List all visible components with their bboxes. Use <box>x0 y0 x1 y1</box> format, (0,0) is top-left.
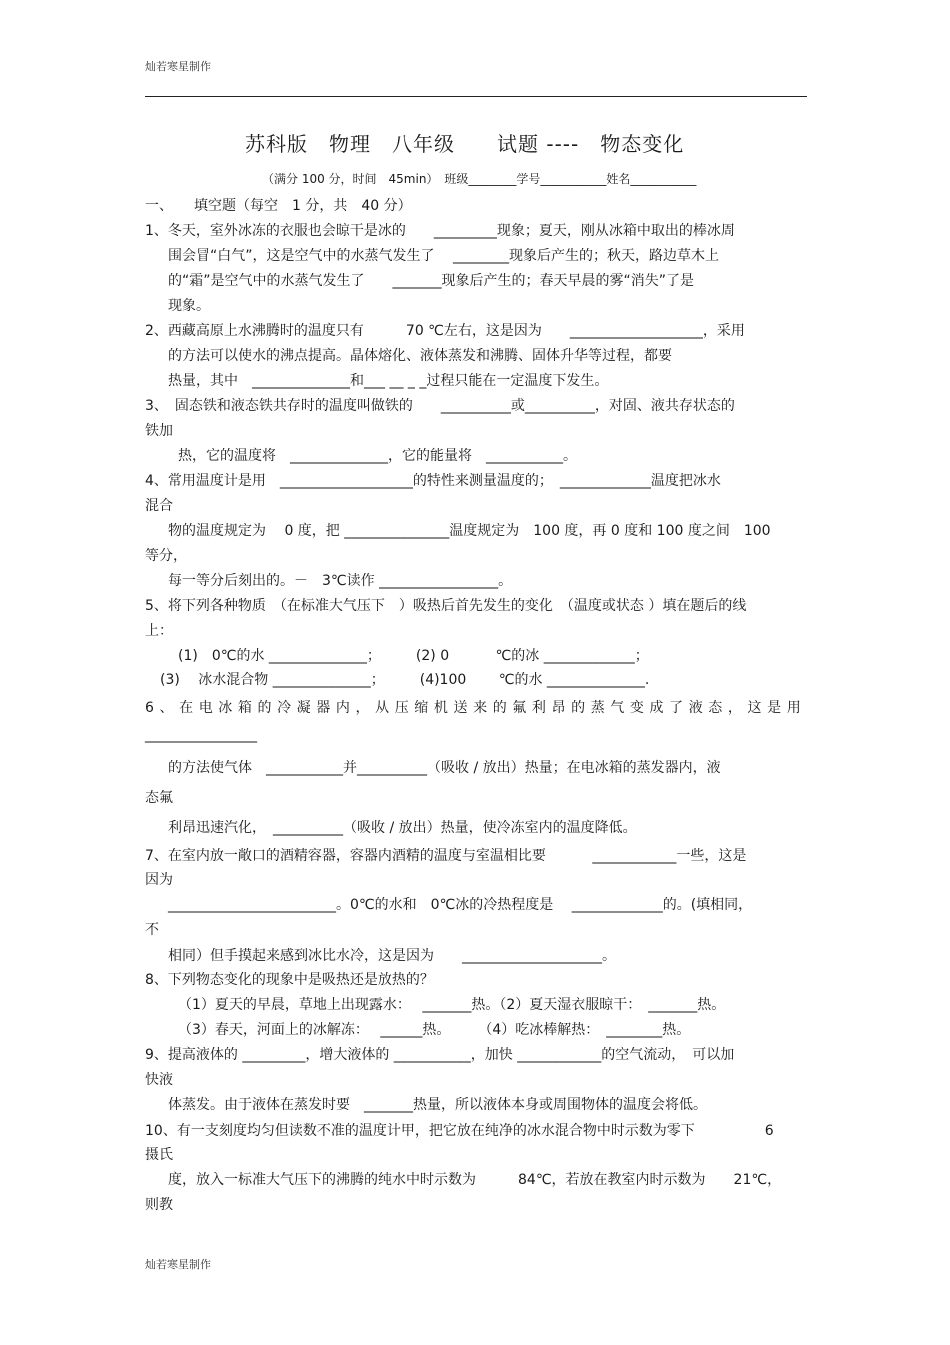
q5-line3: (1) 0℃的水 ______________； (2) 0 ℃的冰 _____________； <box>178 648 649 664</box>
q5-line4: (3) 冰水混合物 ______________； (4)100 ℃的水 ______________. <box>160 672 650 688</box>
q8-line3: （3）春天，河面上的冰解冻： ______热。 （4）吃冰棒解热： ________热。 <box>178 1022 691 1038</box>
q2-line1: 2、西藏高原上水沸腾时的温度只有 70 ℃左右，这是因为 ___________________，采用 <box>145 323 745 339</box>
q10-line3: 度，放入一标准大气压下的沸腾的纯水中时示数为 84℃，若放在教室内时示数为 21℃， <box>168 1172 782 1188</box>
q6-line3: 的方法使气体 ___________并__________（吸收 / 放出）热量；在电冰箱的蒸发器内，液 <box>168 760 721 776</box>
q6-line2: ________________ <box>145 727 257 743</box>
q4-line3: 物的温度规定为 0 度，把 _______________温度规定为 100 度，再 0 度和 100 度之间 100 <box>168 523 771 539</box>
q4-line1: 4、常用温度计是用 ___________________的特性来测量温度的； _____________温度把冰水 <box>145 473 721 489</box>
q10-line1: 10、有一支刻度均匀但读数不准的温度计甲，把它放在纯净的冰水混合物中时示数为零下 6 <box>145 1123 774 1139</box>
q9-line3: 体蒸发。由于液体在蒸发时要 _______热量，所以液体本身或周围物体的温度会将低。 <box>168 1097 707 1113</box>
q5-line2: 上： <box>145 623 173 639</box>
footer-maker: 灿若寒星制作 <box>145 1258 211 1271</box>
q3-line1: 3、 固态铁和液态铁共存时的温度叫做铁的 __________或__________，对固、液共存状态的 <box>145 398 735 414</box>
page-title: 苏科版 物理 八年级 试题 ---- 物态变化 <box>245 132 685 156</box>
q4-line2: 混合 <box>145 498 173 514</box>
q4-line5: 每一等分后刻出的。－ 3℃读作 _________________。 <box>168 573 513 589</box>
q3-line2: 铁加 <box>145 423 173 439</box>
q6-line1: 6、在电冰箱的冷凝器内，从压缩机送来的氟利昂的蒸气变成了液态，这是用 <box>145 700 807 716</box>
q6-line4: 态氟 <box>145 790 173 806</box>
q10-line4: 则教 <box>145 1197 173 1213</box>
exam-info: （满分 100 分，时间 45min） 班级________学号___________姓名___________ <box>262 172 697 186</box>
q7-line4: 不 <box>145 922 159 938</box>
q2-line2: 的方法可以使水的沸点提高。晶体熔化、液体蒸发和沸腾、固体升华等过程，都要 <box>168 348 672 364</box>
section-heading: 一、 填空题（每空 1 分，共 40 分） <box>145 198 412 214</box>
q9-line1: 9、提高液体的 _________，增大液体的 ___________，加快 ____________的空气流动， 可以加 <box>145 1047 735 1063</box>
q1-line2: 围会冒“白气”，这是空气中的水蒸气发生了 ________现象后产生的；秋天，路边草木上 <box>168 248 719 264</box>
q1-line4: 现象。 <box>168 298 210 314</box>
q7-line5: 相同）但手摸起来感到冰比水冷，这是因为 ____________________。 <box>168 948 616 964</box>
q5-line1: 5、将下列各种物质 （在标准大气压下 ）吸热后首先发生的变化 （温度或状态 ）填在题后的线 <box>145 598 747 614</box>
q7-line1: 7、在室内放一敞口的酒精容器，容器内酒精的温度与室温相比要 ____________一些，这是 <box>145 848 747 864</box>
q6-line5: 利昂迅速汽化， __________（吸收 / 放出）热量，使冷冻室内的温度降低。 <box>168 820 637 836</box>
q1-line1: 1、冬天，室外冰冻的衣服也会晾干是冰的 _________现象；夏天，刚从冰箱中取出的棒冰周 <box>145 223 735 239</box>
q2-line3: 热量，其中 ______________和___ __ _ _过程只能在一定温度下发生。 <box>168 373 609 389</box>
q4-line4: 等分， <box>145 548 187 564</box>
q7-line3: ________________________。0℃的水和 0℃冰的冷热程度是 _____________的。(填相同， <box>168 897 753 913</box>
header-rule <box>145 96 807 97</box>
q8-line2: （1）夏天的早晨，草地上出现露水： _______热。（2）夏天湿衣服晾干： _______热。 <box>178 997 726 1013</box>
q9-line2: 快液 <box>145 1072 173 1088</box>
header-maker: 灿若寒星制作 <box>145 60 211 73</box>
q1-line3: 的“霜”是空气中的水蒸气发生了 _______现象后产生的；春天早晨的雾“消失”了是 <box>168 273 695 289</box>
q8-line1: 8、下列物态变化的现象中是吸热还是放热的？ <box>145 972 434 988</box>
q3-line3: 热，它的温度将 ______________，它的能量将 ___________。 <box>178 448 577 464</box>
q7-line2: 因为 <box>145 872 173 888</box>
q10-line2: 摄氏 <box>145 1147 173 1163</box>
